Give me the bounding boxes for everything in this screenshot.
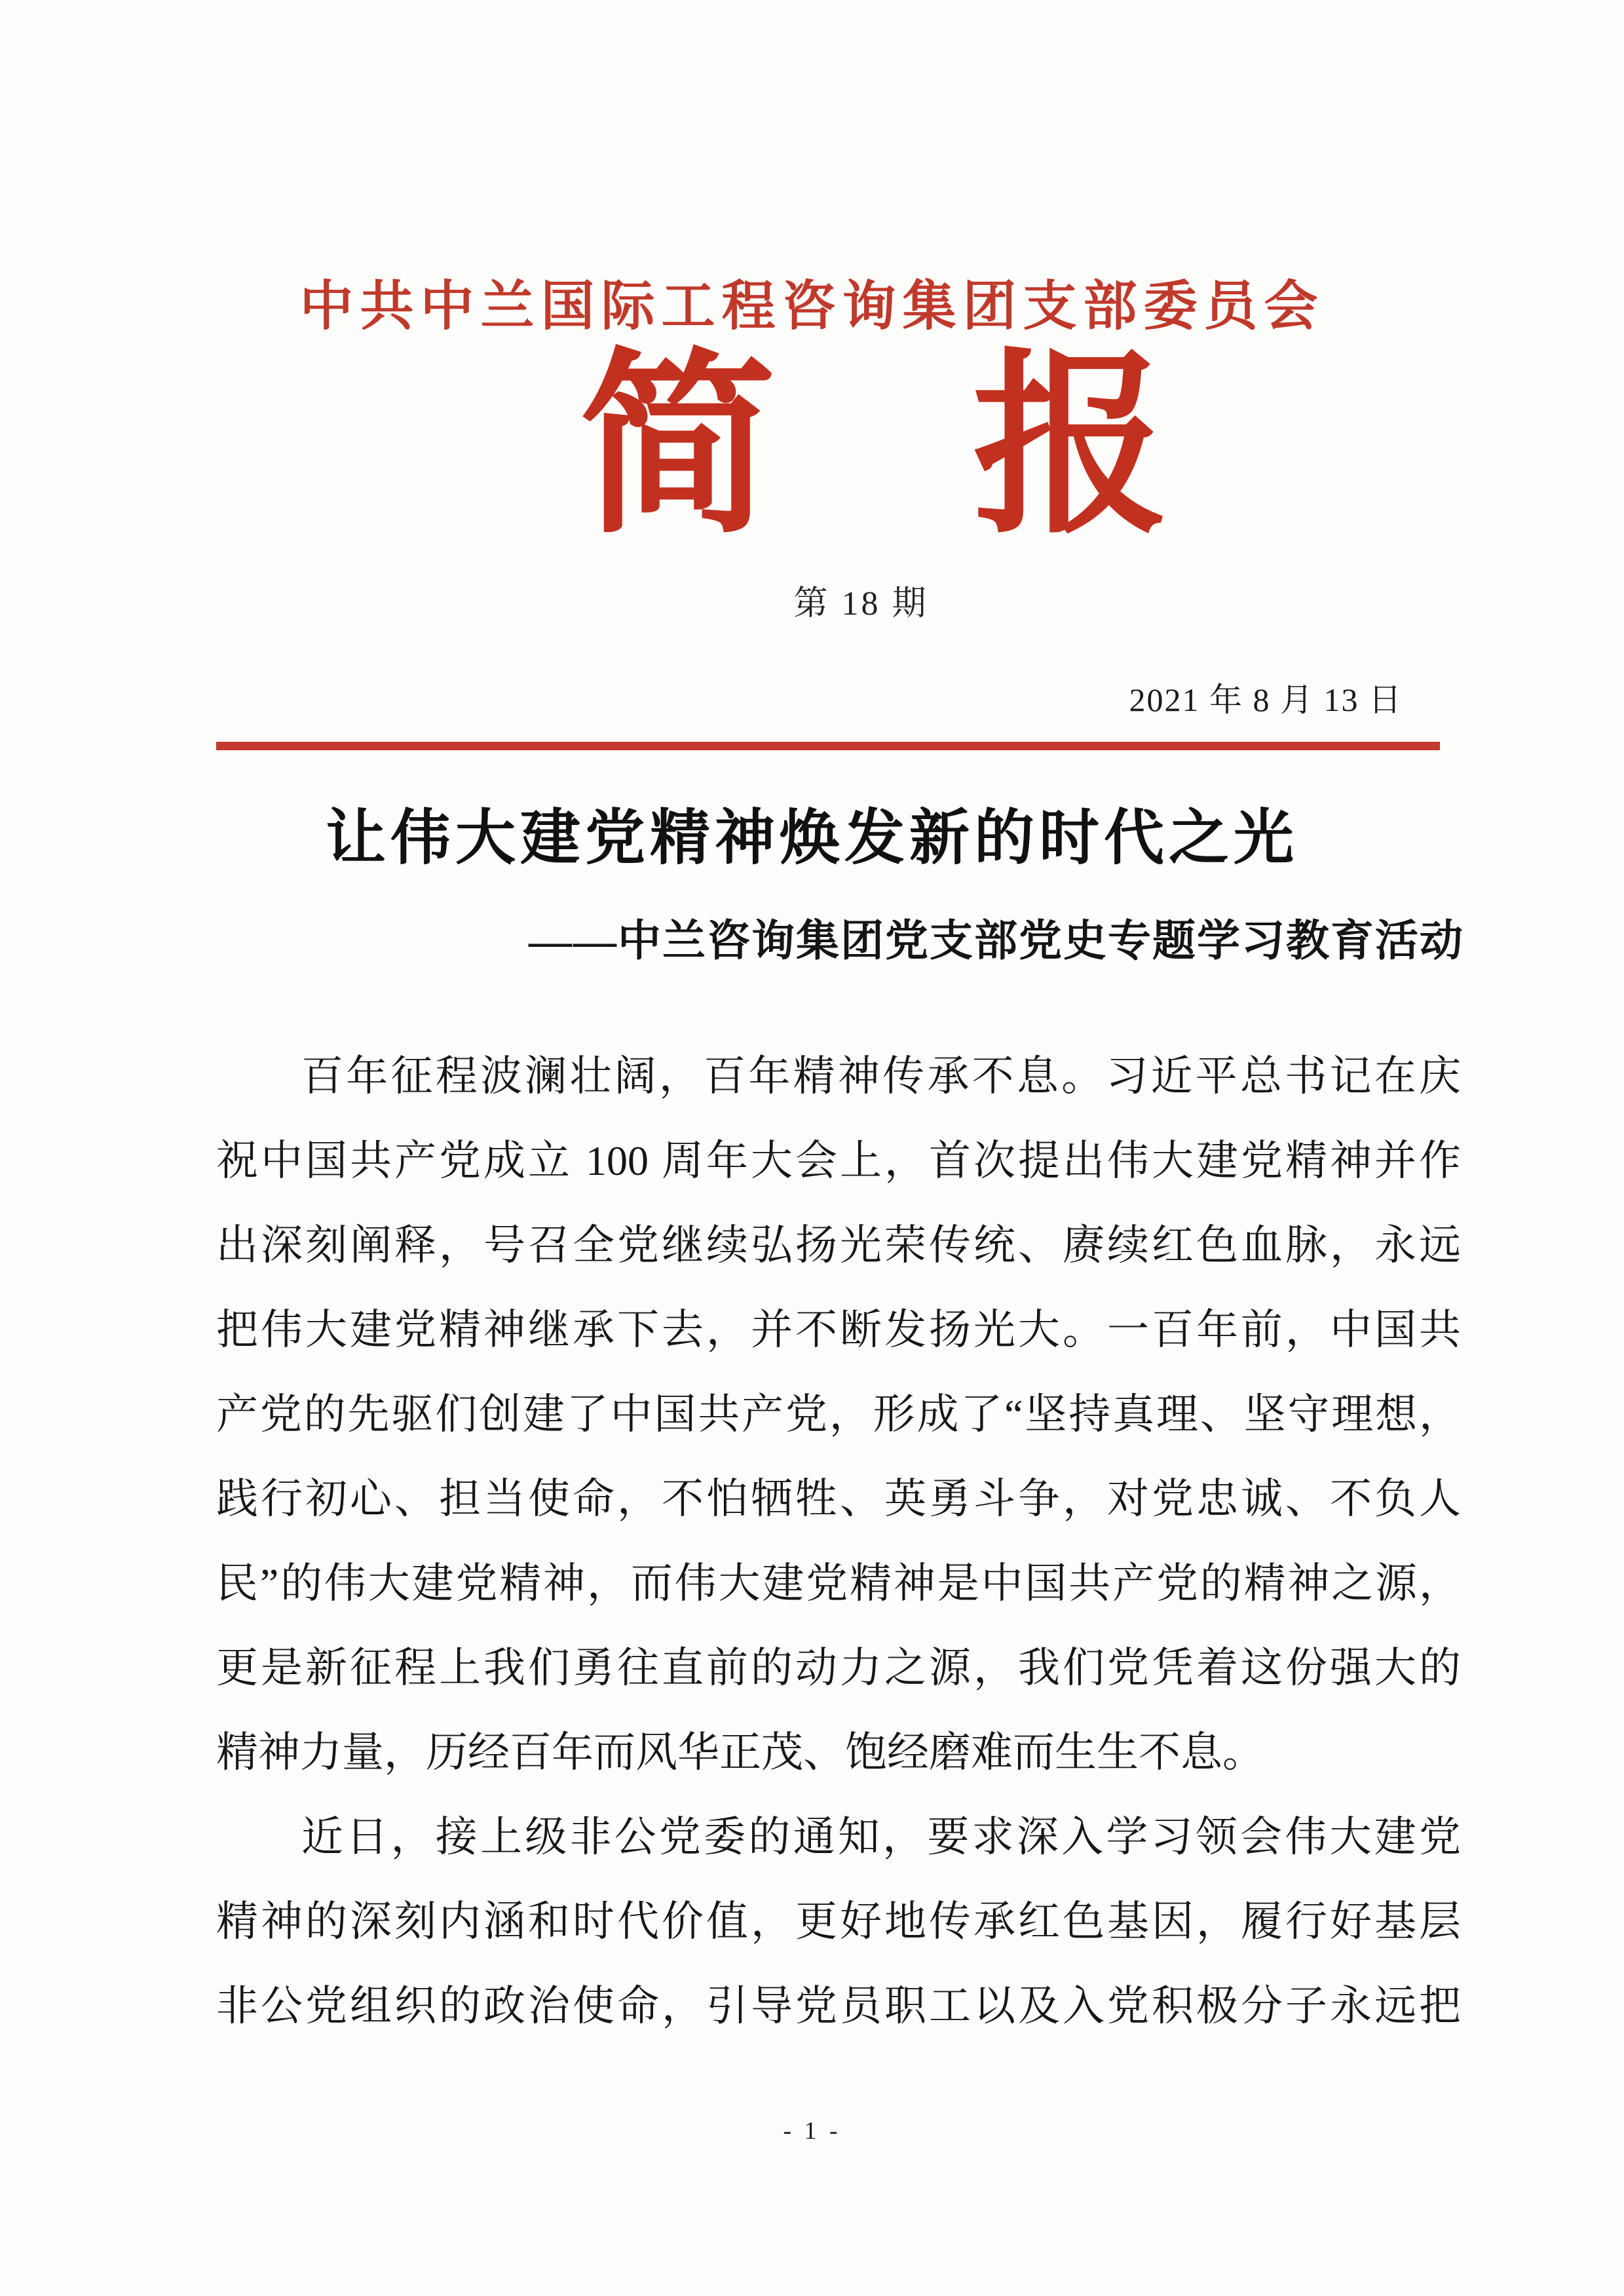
page-number: - 1 - [783,2117,841,2145]
body-line: 出深刻阐释，号召全党继续弘扬光荣传统、赓续红色血脉，永远 [216,1222,1461,1269]
body-line: 践行初心、担当使命，不怕牺牲、英勇斗争，对党忠诚、不负人 [216,1476,1461,1522]
org-name-header: 中共中兰国际工程咨询集团支部委员会 [299,277,1325,336]
header-divider-rule [216,742,1440,750]
body-line: 祝中国共产党成立 100 周年大会上，首次提出伟大建党精神并作 [216,1138,1461,1184]
body-line: 非公党组织的政治使命，引导党员职工以及入党积极分子永远把 [216,1983,1461,2029]
issue-date: 2021 年 8 月 13 日 [1129,681,1403,718]
body-line: 近日，接上级非公党委的通知，要求深入学习领会伟大建党 [301,1814,1461,1860]
body-line: 更是新征程上我们勇往直前的动力之源，我们党凭着这份强大的 [216,1645,1461,1691]
body-line: 精神的深刻内涵和时代价值，更好地传承红色基因，履行好基层 [216,1898,1461,1945]
article-title: 让伟大建党精神焕发新的时代之光 [325,805,1298,871]
bulletin-masthead: 简 报 [579,339,1169,556]
body-line: 百年征程波澜壮阔，百年精神传承不息。习近平总书记在庆 [301,1053,1461,1100]
body-line: 产党的先驱们创建了中国共产党，形成了“坚持真理、坚守理想， [216,1391,1461,1438]
article-subtitle: ——中兰咨询集团党支部党史专题学习教育活动 [529,917,1464,965]
article-body [216,1034,1461,2048]
body-line: 民”的伟大建党精神，而伟大建党精神是中国共产党的精神之源， [216,1560,1461,1607]
body-line: 把伟大建党精神继承下去，并不断发扬光大。一百年前，中国共 [216,1307,1461,1353]
issue-number: 第 18 期 [793,585,929,622]
body-line: 精神力量，历经百年而风华正茂、饱经磨难而生生不息。 [216,1729,1264,1776]
